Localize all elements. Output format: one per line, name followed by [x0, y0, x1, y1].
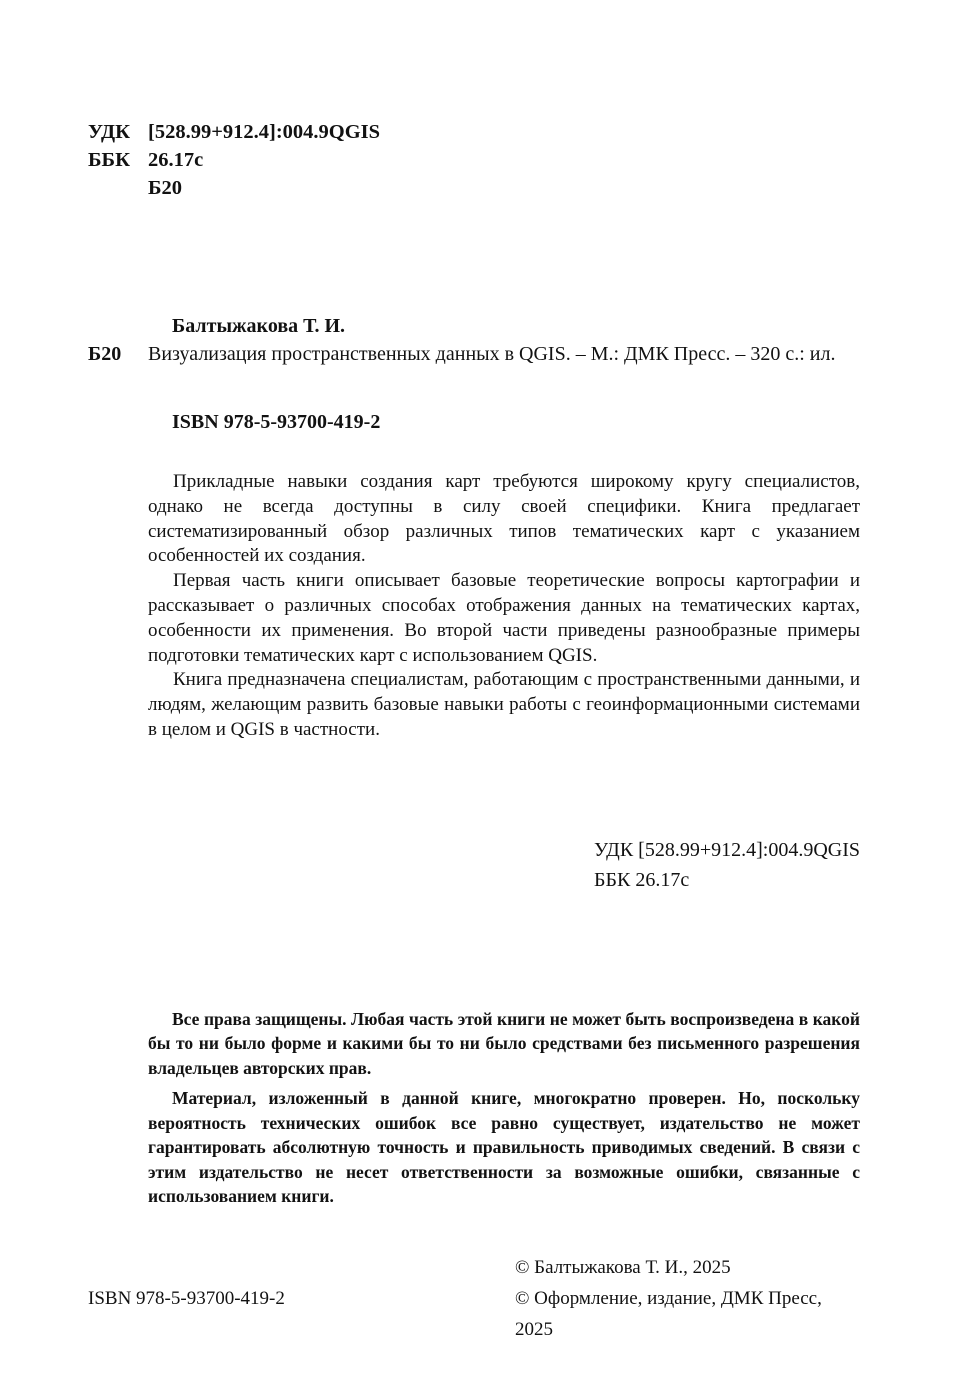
author-code-line [88, 174, 860, 202]
udk-label: УДК [88, 121, 130, 143]
copyright-block [515, 1252, 860, 1345]
bibliographic-entry [88, 312, 860, 368]
author-code-value: Б20 [148, 177, 183, 199]
udk-right: УДК [528.99+912.4]:004.9QGIS [594, 838, 860, 861]
copyright-author: © Балтыжакова Т. И., 2025 [515, 1257, 731, 1278]
bbk-label: ББК [88, 149, 130, 171]
annotation-paragraph-1: Прикладные навыки создания карт требуются широкому кругу специалистов, однако не всегда доступны в силу своей специфики. Книга предлагает систематизированный обзор различных типов тематических карт с указанием особенностей их создания. [148, 471, 860, 567]
entry-body [148, 312, 860, 368]
footer-isbn: ISBN 978-5-93700-419-2 [88, 1288, 285, 1309]
isbn-heading: ISBN 978-5-93700-419-2 [172, 411, 381, 433]
legal-notice [148, 1007, 860, 1209]
right-codes-inner [594, 835, 860, 895]
bbk-line [88, 146, 860, 174]
entry-code: Б20 [88, 343, 122, 365]
copyright-publisher: © Оформление, издание, ДМК Пресс, 2025 [515, 1288, 822, 1340]
annotation-paragraph-2: Первая часть книги описывает базовые теоретические вопросы картографии и рассказывает о различных способах отображения данных на тематических картах, особенности их применения. Во второй части приведены разнообразные примеры подготовки тематических карт с использованием QGIS. [148, 570, 860, 666]
legal-paragraph-1: Все права защищены. Любая часть этой книги не может быть воспроизведена в какой бы то ни было форме и какими бы то ни было средствами без письменного разрешения владельцев авторских прав. [148, 1008, 860, 1078]
udk-line [88, 118, 860, 146]
top-classification-codes [88, 118, 860, 202]
bbk-value: 26.17с [148, 149, 204, 171]
annotation-block [148, 470, 860, 743]
entry-author: Балтыжакова Т. И. [172, 315, 346, 337]
entry-description: Визуализация пространственных данных в QGIS. – М.: ДМК Пресс. – 320 с.: ил. [148, 343, 836, 365]
annotation-paragraph-3: Книга предназначена специалистам, работающим с пространственными данными, и людям, желающим развить базовые навыки работы с геоинформационными системами в целом и QGIS в частности. [148, 669, 860, 740]
bbk-right: ББК 26.17с [594, 868, 690, 891]
author-code-spacer [88, 174, 148, 202]
right-classification-codes [88, 835, 860, 895]
legal-paragraph-2: Материал, изложенный в данной книге, многократно проверен. Но, поскольку вероятность технических ошибок все равно существует, издательство не может гарантировать абсолютную точность и правильность приводимых сведений. В связи с этим издательство не несет ответственности за возможные ошибки, связанные с использованием книги. [148, 1088, 860, 1207]
udk-value: [528.99+912.4]:004.9QGIS [148, 121, 381, 143]
